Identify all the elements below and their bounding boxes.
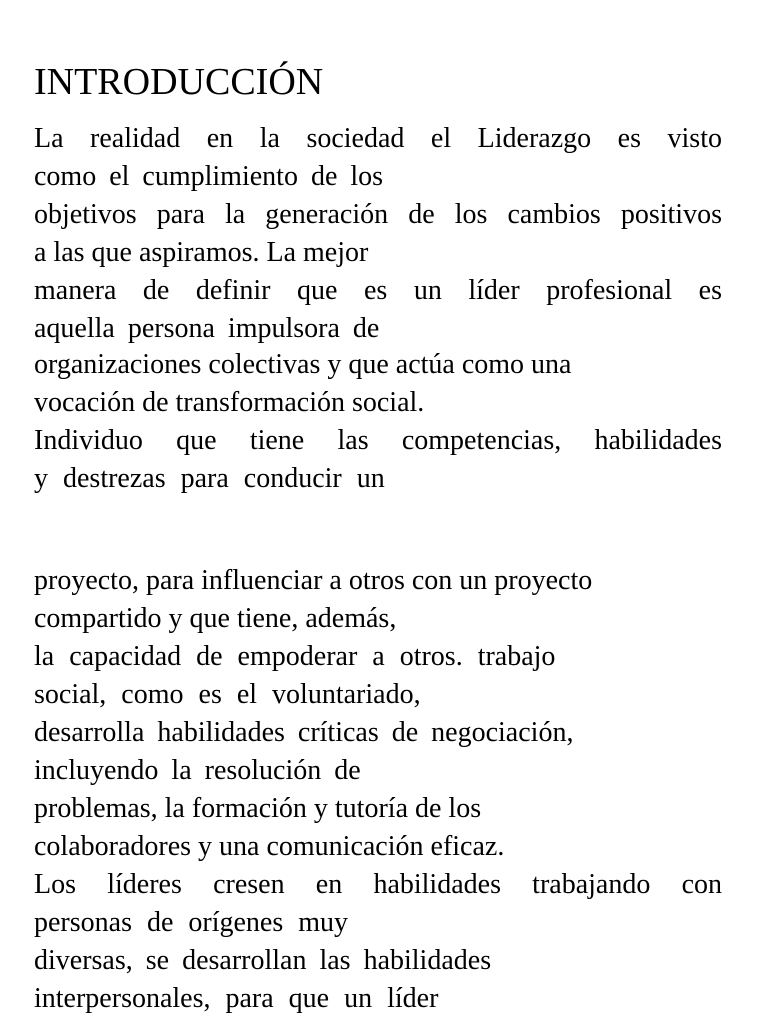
text-line: interpersonales, para que un líder [34, 983, 439, 1014]
text-line: personas de orígenes muy [34, 907, 349, 938]
text-line: La realidad en la sociedad el Liderazgo es visto [34, 123, 722, 154]
text-line: social, como es el voluntariado, [34, 679, 421, 710]
document-title: INTRODUCCIÓN [34, 61, 324, 103]
text-line: colaboradores y una comunicación eficaz. [34, 831, 505, 862]
text-line: Individuo que tiene las competencias, habilidades [34, 425, 722, 456]
text-line: compartido y que tiene, además, [34, 603, 397, 634]
text-line: proyecto, para influenciar a otros con un proyecto [34, 565, 593, 596]
text-line: organizaciones colectivas y que actúa como una [34, 349, 572, 380]
text-line: incluyendo la resolución de [34, 755, 361, 786]
text-line: y destrezas para conducir un [34, 463, 385, 494]
text-line: aquella persona impulsora de [34, 313, 380, 344]
text-line: a las que aspiramos. La mejor [34, 237, 369, 268]
text-line: la capacidad de empoderar a otros. trabajo [34, 641, 556, 672]
text-line: como el cumplimiento de los [34, 161, 384, 192]
text-line: problemas, la formación y tutoría de los [34, 793, 482, 824]
text-line: objetivos para la generación de los cambios positivos [34, 199, 722, 230]
text-line: Los líderes cresen en habilidades trabajando con [34, 869, 722, 900]
text-line: vocación de transformación social. [34, 387, 425, 418]
text-line: manera de definir que es un líder profesional es [34, 275, 722, 306]
text-line: desarrolla habilidades críticas de negociación, [34, 717, 574, 748]
text-line: diversas, se desarrollan las habilidades [34, 945, 492, 976]
